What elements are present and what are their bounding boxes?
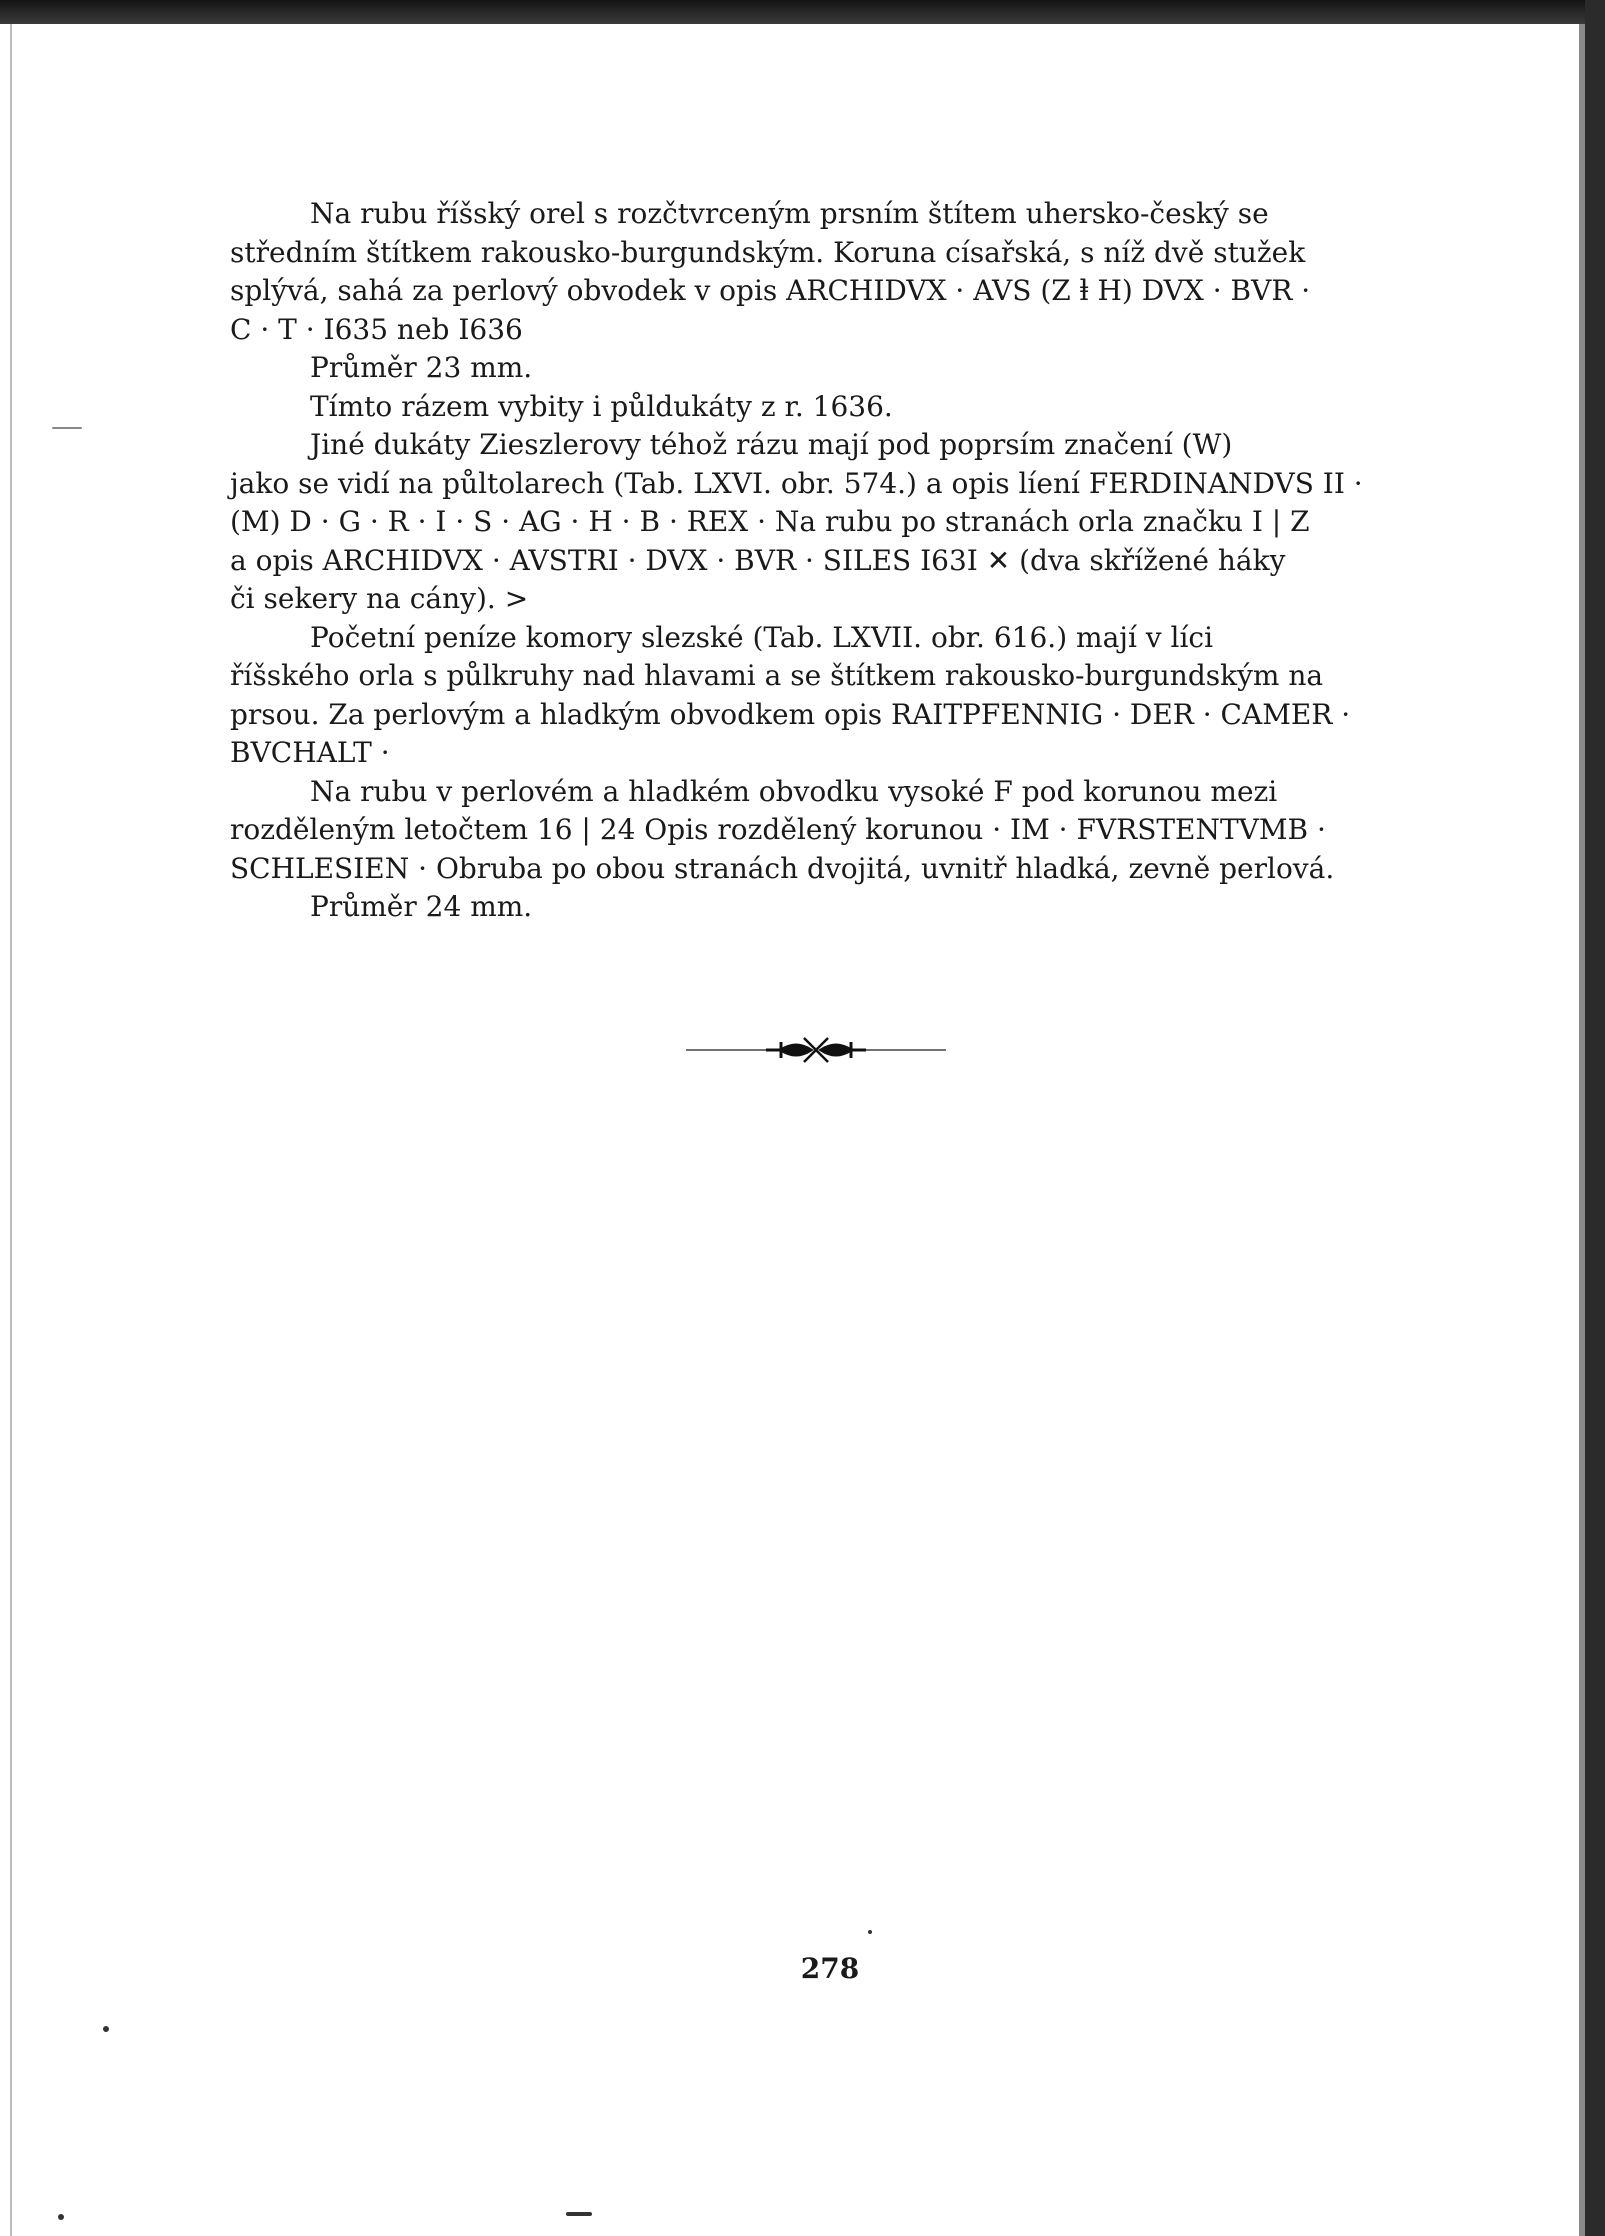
page-number: 278 (800, 1952, 860, 1985)
paragraph-token-reverse (230, 773, 1430, 889)
text-line: rozděleným letočtem 16 | 24 Opis rozdělený korunou · IM · FVRSTENTVMB · (230, 813, 1326, 846)
floral-divider-icon (686, 1030, 946, 1070)
text-line: a opis ARCHIDVX · AVSTRI · DVX · BVR · SILES I63I ✕ (dva skřížené háky (230, 543, 1286, 577)
text-line: C · T · I635 neb I636 (230, 312, 523, 346)
page-body (230, 195, 1430, 927)
scan-speck (868, 1930, 872, 1934)
text-line: jako se vidí na půltolarech (Tab. LXVI. obr. 574.) a opis líení FERDINANDVS II · (230, 466, 1363, 500)
paragraph-diameter-1 (230, 349, 1430, 388)
text-line: Na rubu v perlovém a hladkém obvodku vysoké F pod korunou mezi (310, 774, 1278, 808)
paragraph-other-ducats (230, 426, 1430, 619)
scan-border-left (10, 24, 12, 2236)
scan-border-top (0, 0, 1605, 24)
scan-page-edge (1579, 24, 1585, 2236)
text-line: splývá, sahá za perlový obvodek v opis ARCHIDVX · AVS (Z ⱡ H) DVX · BVR · (230, 274, 1311, 307)
text-line: BVCHALT · (230, 736, 390, 769)
paragraph-half-ducats (230, 388, 1430, 427)
text-line: či sekery na cány). > (230, 582, 529, 615)
text-line: Průměr 23 mm. (310, 351, 533, 384)
text-line: Početní peníze komory slezské (Tab. LXVII. obr. 616.) mají v líci (310, 620, 1214, 654)
text-line: středním štítkem rakousko-burgundským. Koruna císařská, s níž dvě stužek (230, 235, 1306, 269)
scan-speck (52, 427, 82, 429)
paragraph-reverse-description (230, 195, 1430, 349)
text-line: SCHLESIEN · Obruba po obou stranách dvojitá, uvnitř hladká, zevně perlová. (230, 851, 1335, 885)
scan-speck (566, 2212, 592, 2216)
paragraph-diameter-2 (230, 888, 1430, 927)
text-line: říšského orla s půlkruhy nad hlavami a se štítkem rakousko-burgundským na (230, 659, 1324, 692)
scan-speck (58, 2214, 64, 2220)
text-line: prsou. Za perlovým a hladkým obvodkem opis RAITPFENNIG · DER · CAMER · (230, 697, 1351, 731)
paragraph-counting-tokens (230, 619, 1430, 773)
text-line: Průměr 24 mm. (310, 890, 533, 923)
text-line: Jiné dukáty Zieszlerovy téhož rázu mají pod poprsím značení (W) (310, 428, 1233, 461)
text-line: Na rubu říšský orel s rozčtvrceným prsním štítem uhersko-český se (310, 197, 1269, 230)
text-line: (M) D · G · R · I · S · AG · H · B · REX · Na rubu po stranách orla značku I | Z (230, 505, 1310, 538)
scan-border-right (1585, 0, 1605, 2236)
text-line: Tímto rázem vybity i půldukáty z r. 1636. (310, 389, 893, 423)
scan-speck (103, 2026, 109, 2032)
